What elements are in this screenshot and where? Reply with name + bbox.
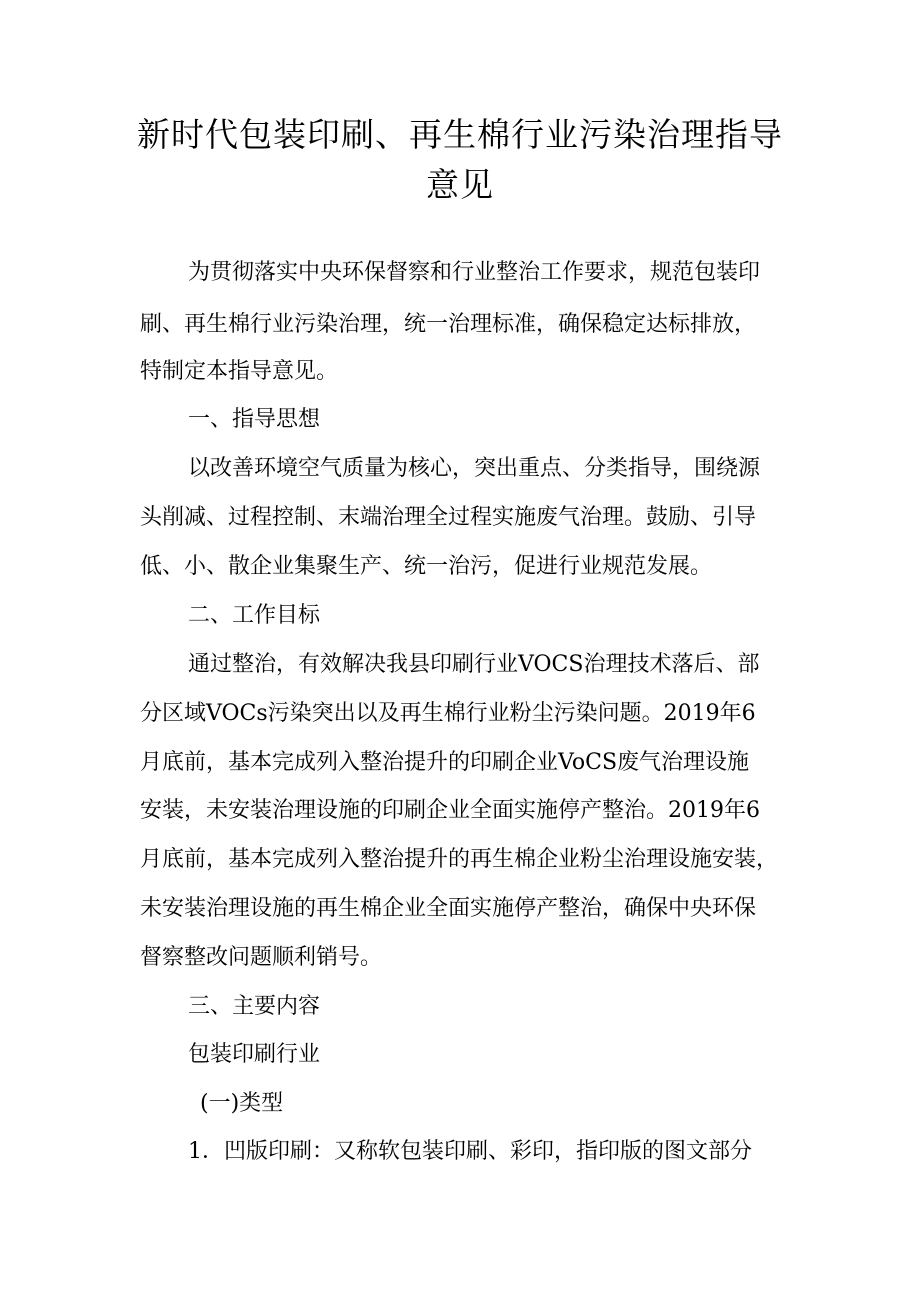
- paragraph-line: 分区域VOCs污染突出以及再生棉行业粉尘污染问题。2019年6: [140, 701, 756, 726]
- section-heading-1: 一、指导思想: [188, 407, 321, 432]
- section-heading-3: 三、主要内容: [188, 994, 321, 1019]
- paragraph-line: 督察整改问题顺利销号。: [140, 945, 383, 970]
- paragraph-line: 通过整治，有效解决我县印刷行业VOCS治理技术落后、部: [188, 652, 760, 677]
- paragraph-line: 安装，未安装治理设施的印刷企业全面实施停产整治。2019年6: [140, 798, 760, 823]
- paragraph-line: 月底前，基本完成列入整治提升的印刷企业VoCS废气治理设施: [140, 750, 750, 775]
- section-heading-2: 二、工作目标: [188, 603, 321, 628]
- document-title: [0, 110, 920, 210]
- subsection-heading: 包装印刷行业: [188, 1042, 321, 1067]
- paragraph-line: 特制定本指导意见。: [140, 359, 339, 384]
- paragraph-line: 以改善环境空气质量为核心，突出重点、分类指导，围绕源: [188, 456, 761, 481]
- paragraph-line: 未安装治理设施的再生棉企业全面实施停产整治，确保中央环保: [140, 896, 757, 921]
- paragraph-line: 低、小、散企业集聚生产、统一治污，促进行业规范发展。: [140, 554, 713, 579]
- subsection-type-heading: (一)类型: [200, 1091, 284, 1116]
- paragraph-line: 月底前，基本完成列入整治提升的再生棉企业粉尘治理设施安装，: [140, 847, 779, 872]
- title-line-1: 新时代包装印刷、再生棉行业污染治理指导: [137, 115, 783, 154]
- paragraph-line: 头削减、过程控制、末端治理全过程实施废气治理。鼓励、引导: [140, 505, 757, 530]
- paragraph-line: 为贯彻落实中央环保督察和行业整治工作要求，规范包装印: [188, 260, 761, 285]
- paragraph-line: 刷、再生棉行业污染治理，统一治理标准，确保稳定达标排放，: [140, 312, 757, 337]
- paragraph-line: 1．凹版印刷：又称软包装印刷、彩印，指印版的图文部分: [188, 1139, 752, 1164]
- title-line-2: 意见: [426, 165, 494, 204]
